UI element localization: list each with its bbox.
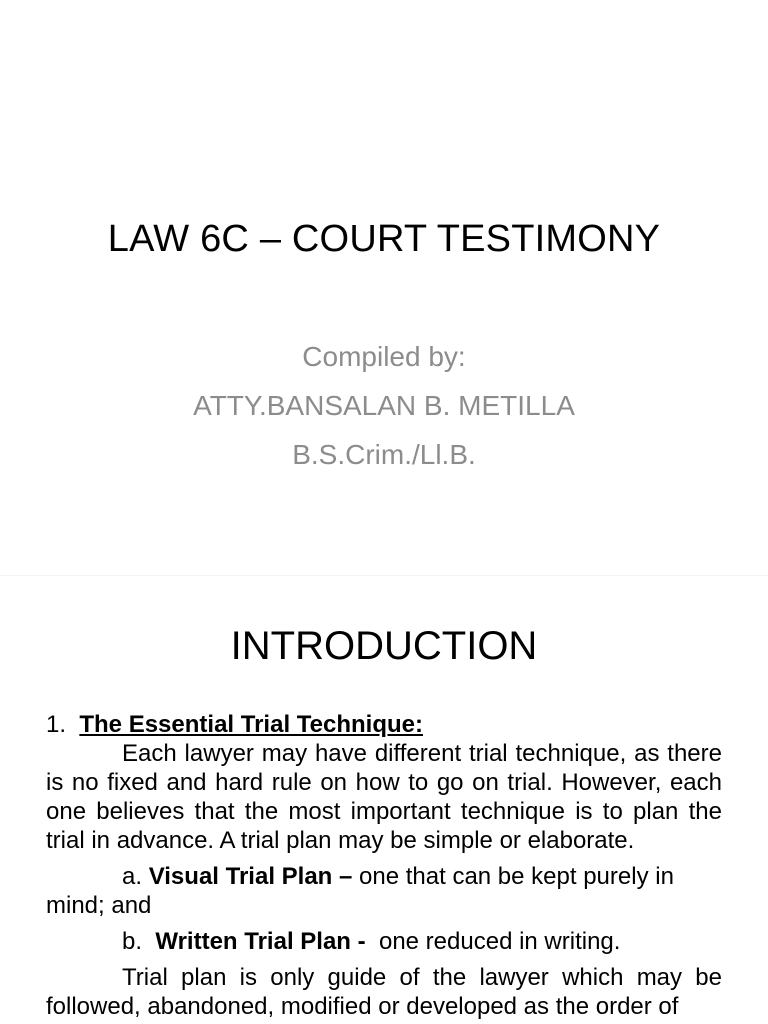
item-a-term: Visual Trial Plan – <box>148 863 353 890</box>
section-title: The Essential Trial Technique: <box>79 711 423 738</box>
subtitle-line-degree: B.S.Crim./Ll.B. <box>292 439 476 470</box>
closing-paragraph: Trial plan is only guide of the lawyer which may be followed, abandoned, modified or developed as the order of <box>46 964 722 1020</box>
item-b-text: one reduced in writing. <box>378 928 621 955</box>
item-a-text: one that can be kept purely in mind; and <box>46 863 674 919</box>
intro-paragraph: Each lawyer may have different trial technique, as there is no fixed and hard rule on how to go on trial. However, each one believes that the most important technique is to plan the trial in advance. A trial plan may be simple or elaborate. <box>46 740 722 854</box>
list-item-written-plan <box>46 927 722 956</box>
item-a-prefix: a. <box>122 863 143 890</box>
subtitle-line-compiled: Compiled by: <box>302 341 466 372</box>
item-b-prefix: b. <box>122 928 143 955</box>
subtitle-line-author: ATTY.BANSALAN B. METILLA <box>193 390 575 421</box>
section-heading <box>46 710 722 739</box>
list-item-visual-plan <box>46 862 722 920</box>
slide-subtitle <box>0 332 768 479</box>
section-number: 1. <box>46 711 67 738</box>
slide-title: LAW 6C – COURT TESTIMONY <box>107 218 661 260</box>
item-b-term: Written Trial Plan - <box>155 928 366 955</box>
slide-heading: INTRODUCTION <box>230 624 538 668</box>
introduction-slide <box>0 576 768 1024</box>
slide-body <box>46 710 722 1021</box>
